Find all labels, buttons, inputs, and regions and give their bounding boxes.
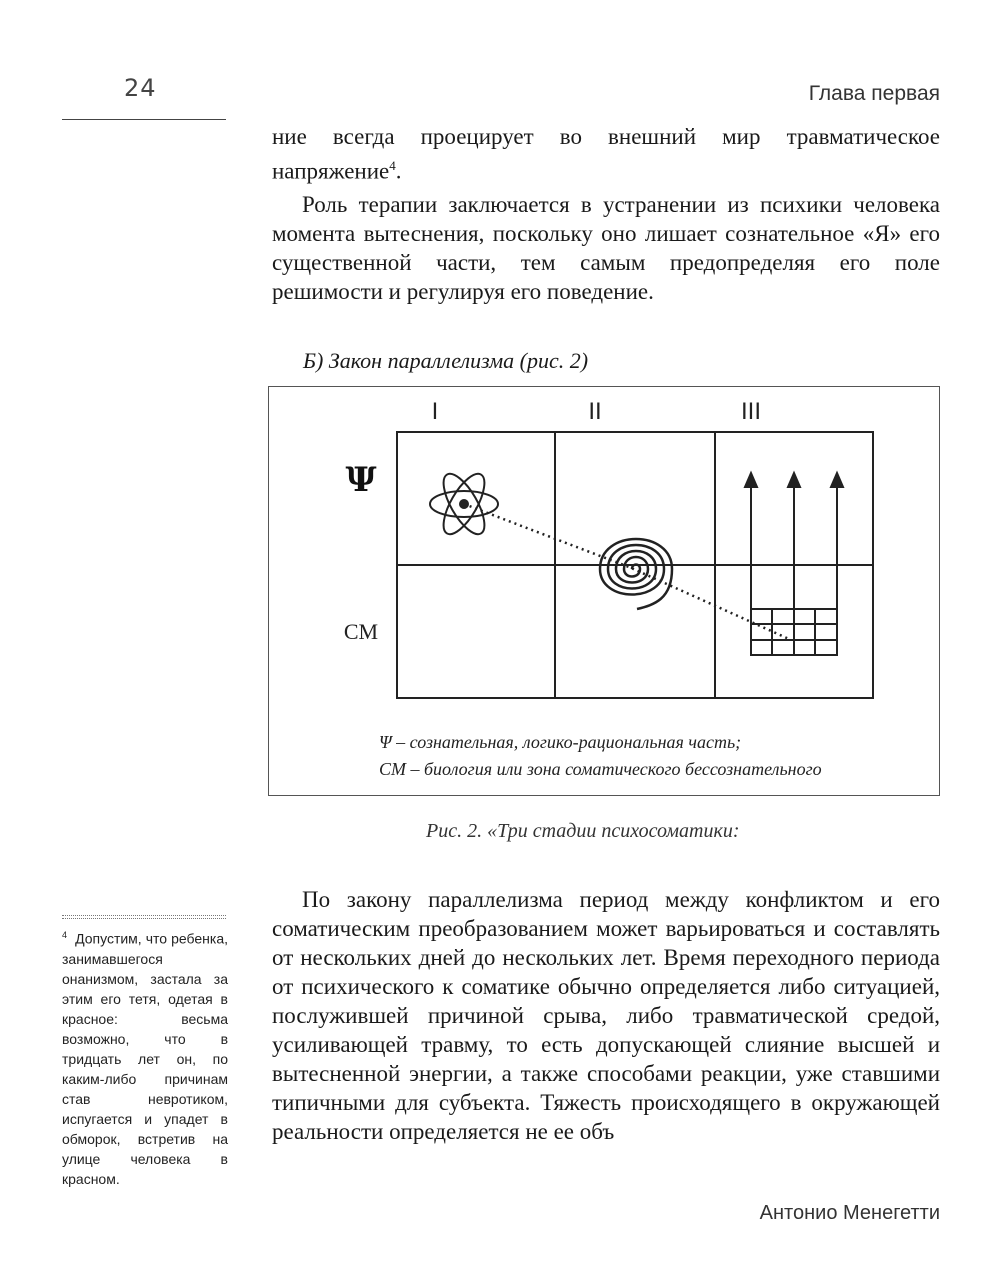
paragraph-therapy: Роль терапии заключается в устранении из психики человека момента вытеснения, поскольку оно лишает сознательное «Я» его существенной части, тем самым предопределяя его поле решимости и регулируя его поведение. (272, 191, 940, 304)
spiral-icon (600, 539, 672, 609)
body-text-top (272, 122, 940, 306)
psychosomatics-diagram (269, 387, 941, 797)
row-label-cm: СМ (343, 619, 379, 644)
legend-line-psi: Ψ – сознательная, логико-рациональная часть; (379, 732, 742, 752)
paragraph-continued (272, 122, 940, 186)
footnote (62, 925, 228, 1189)
column-label-ii: II (588, 398, 602, 425)
author-footer: Антонио Менегетти (759, 1202, 940, 1224)
footnote-rule (62, 915, 226, 919)
small-grid-icon (751, 609, 837, 655)
dotted-trajectory (464, 504, 789, 639)
footnote-text: Допустим, что ребенка, занимавшегося онанизмом, застала за этим его тетя, одетая в красное: весьма возможно, что в тридцать лет он, по каким-либо причинам став невротиком, испугается и упадет в обморок, встретив на улице человека в красном. (62, 930, 228, 1187)
paragraph-1-text: ние всегда проецирует во внешний мир травматическое напряжение (272, 124, 940, 184)
upward-arrows (745, 473, 843, 609)
chapter-title: Глава первая (808, 82, 940, 105)
body-text-bottom (272, 885, 940, 1146)
figure-frame (268, 386, 940, 796)
footnote-reference[interactable]: 4 (389, 158, 396, 173)
column-label-i: I (431, 398, 439, 425)
footnote-number: 4 (62, 930, 68, 940)
paragraph-parallelism: По закону параллелизма период между конфликтом и его соматическим преобразованием может варьироваться и составлять от нескольких дней до нескольких лет. Время переходного периода от психического к соматике обычно определяется либо ситуацией, послужившей причиной срыва, либо травматической средой, усиливающей травму, то есть допускающей слияние высшей и вытесненной энергии, а также способами реакции, уже ставшими типичными для субъекта. Тяжесть происходящего в окружающей реальности определяется не ее объ (272, 887, 940, 1144)
page-number: 24 (124, 74, 157, 102)
page-number-rule (62, 119, 226, 120)
figure-caption: Рис. 2. «Три стадии психосоматики: (426, 820, 740, 842)
section-heading: Б) Закон параллелизма (рис. 2) (303, 348, 589, 373)
paragraph-1-end: . (395, 158, 402, 184)
legend-line-cm: СМ – биология или зона соматического бессознательного (379, 759, 822, 779)
row-label-psi: Ψ (345, 460, 377, 500)
column-label-iii: III (740, 398, 762, 425)
